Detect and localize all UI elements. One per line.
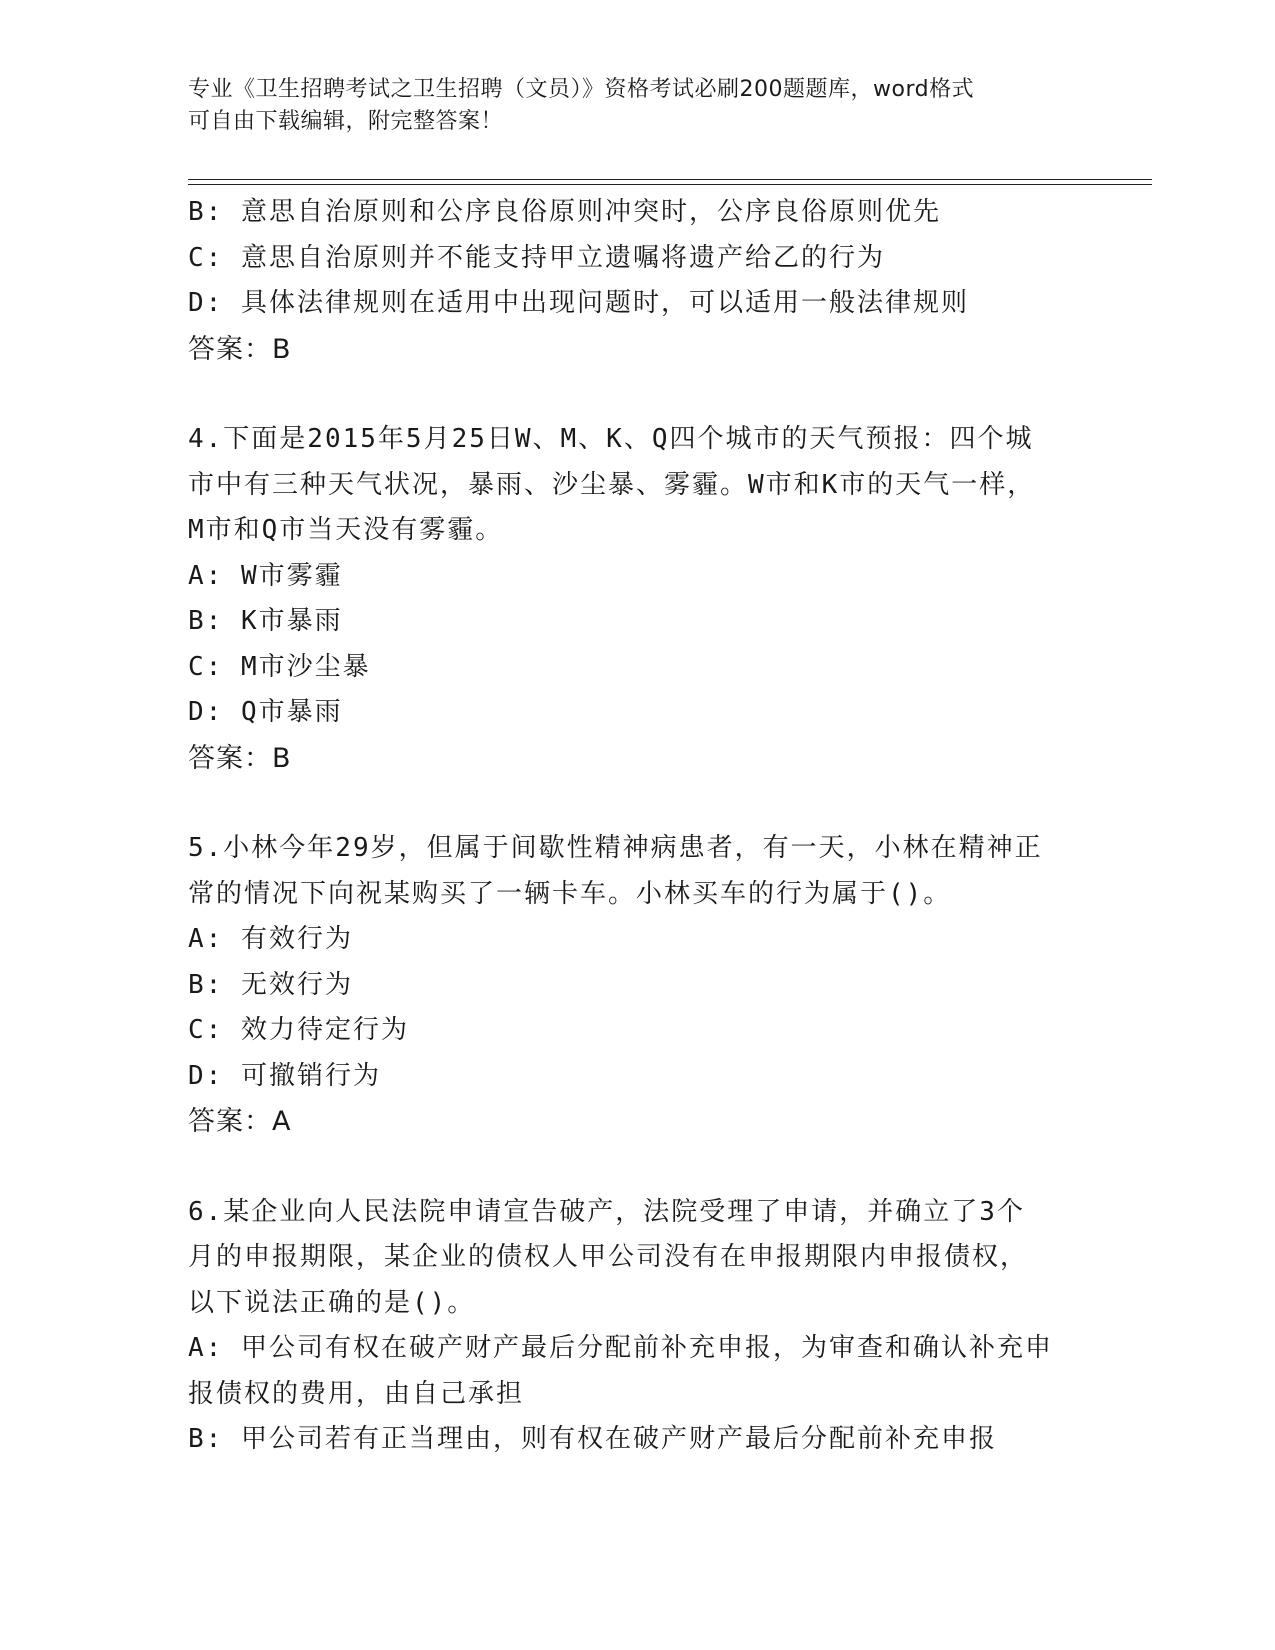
- option-c: C: M市沙尘暴: [188, 651, 371, 682]
- header-divider-top: [188, 179, 1152, 180]
- question-stem-line: 常的情况下向祝某购买了一辆卡车。小林买车的行为属于()。: [188, 878, 952, 909]
- question-stem-line: 市中有三种天气状况，暴雨、沙尘暴、雾霾。W市和K市的天气一样，: [188, 469, 1036, 500]
- question-stem-line: 以下说法正确的是()。: [188, 1287, 476, 1318]
- answer: 答案：B: [188, 333, 292, 365]
- option-d: D: 具体法律规则在适用中出现问题时，可以适用一般法律规则: [188, 288, 969, 318]
- option-b: B: K市暴雨: [188, 606, 343, 636]
- option-d: D: Q市暴雨: [188, 697, 343, 727]
- answer: 答案：A: [188, 1106, 292, 1137]
- header-line-2: 可自由下载编辑，附完整答案！: [188, 109, 504, 134]
- spacer: [188, 781, 1088, 826]
- question-6: [188, 1190, 1088, 1463]
- option-a: A: 有效行为: [188, 924, 353, 954]
- spacer: [188, 372, 1088, 417]
- option-d: D: 可撤销行为: [188, 1060, 381, 1091]
- question-4: [188, 417, 1088, 781]
- option-c: C: 效力待定行为: [188, 1015, 409, 1045]
- answer: 答案：B: [188, 742, 292, 774]
- question-list: [188, 190, 1088, 1463]
- question-stem-line: M市和Q市当天没有雾霾。: [188, 515, 504, 545]
- option-b: B: 意思自治原则和公序良俗原则冲突时，公序良俗原则优先: [188, 197, 941, 227]
- question-3: [188, 190, 1088, 372]
- question-stem-line: 月的申报期限，某企业的债权人甲公司没有在申报期限内申报债权，: [188, 1242, 1029, 1272]
- option-c: C: 意思自治原则并不能支持甲立遗嘱将遗产给乙的行为: [188, 242, 885, 273]
- question-stem-line: 5.小林今年29岁，但属于间歇性精神病患者，有一天，小林在精神正: [188, 833, 1043, 863]
- question-5: [188, 826, 1088, 1145]
- header-divider-bottom: [188, 184, 1152, 185]
- question-stem-line: 6.某企业向人民法院申请宣告破产，法院受理了申请，并确立了3个: [188, 1196, 1025, 1227]
- option-b: B: 无效行为: [188, 969, 353, 1000]
- spacer: [188, 1145, 1088, 1190]
- header-line-1: 专业《卫生招聘考试之卫生招聘（文员）》资格考试必刷200题题库，word格式: [188, 77, 975, 102]
- document-header: [188, 74, 1068, 138]
- option-a: A: W市雾霾: [188, 560, 343, 591]
- option-a-continued: 报债权的费用，由自己承担: [188, 1378, 525, 1409]
- option-a: A: 甲公司有权在破产财产最后分配前补充申报，为审查和确认补充申: [188, 1333, 1053, 1363]
- question-stem-line: 4.下面是2015年5月25日W、M、K、Q四个城市的天气预报：四个城: [188, 424, 1034, 454]
- option-b: B: 甲公司若有正当理由，则有权在破产财产最后分配前补充申报: [188, 1424, 997, 1454]
